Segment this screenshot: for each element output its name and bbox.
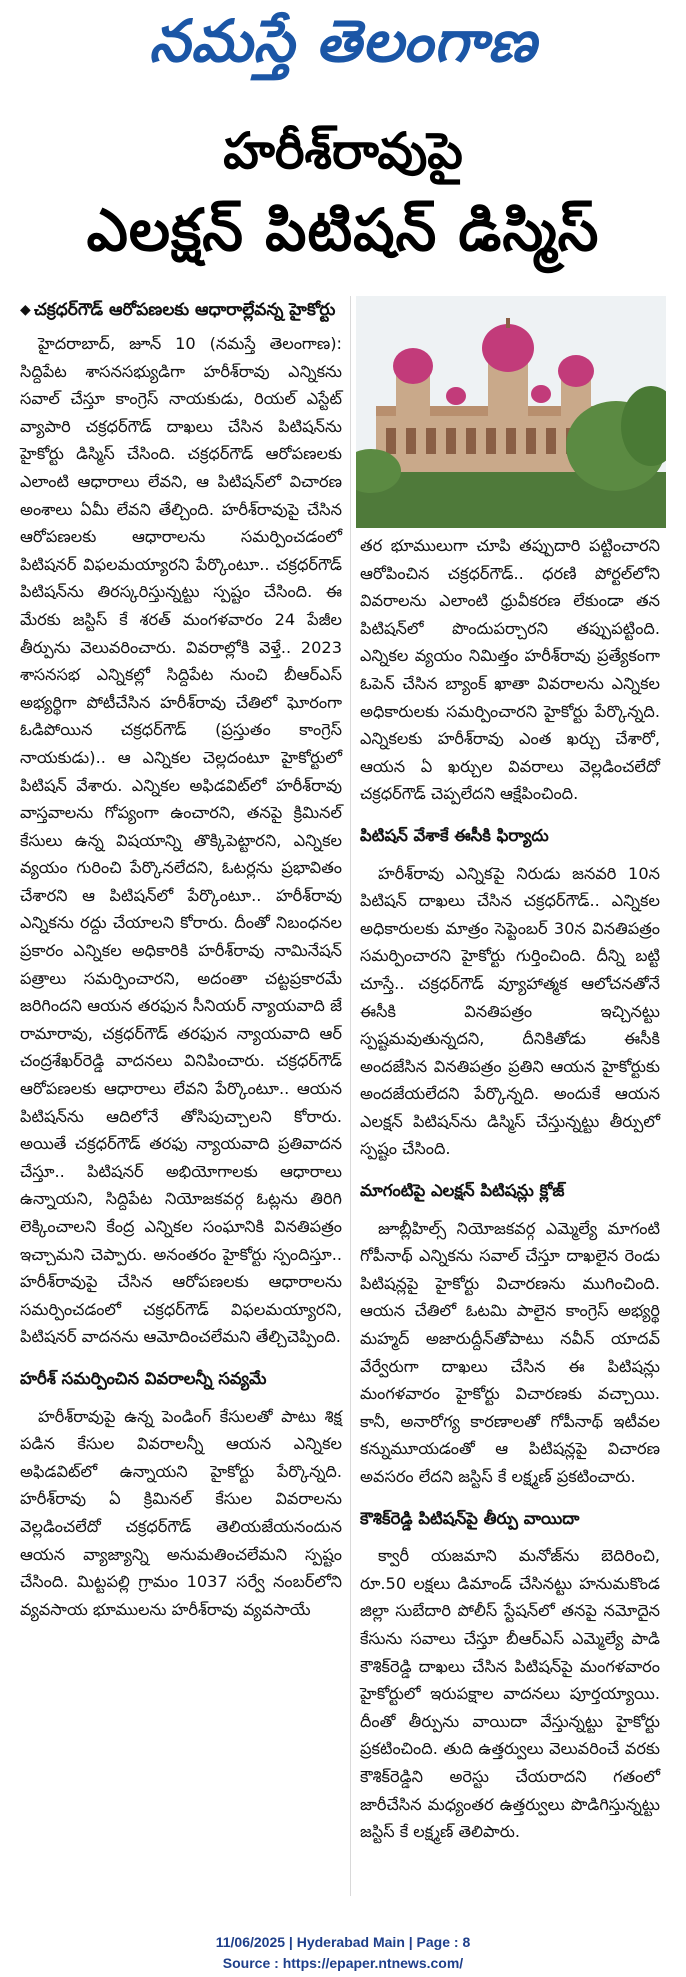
footer-dateline: 11/06/2025 | Hyderabad Main | Page : 8 [215,1934,471,1950]
footer-source-link[interactable]: Source : https://epaper.ntnews.com/ [222,1955,464,1971]
right-column [360,532,660,1846]
article-paragraph: హరీశ్‌రావుపై ఉన్న పెండింగ్ కేసులతో పాటు శిక్ష పడిన కేసుల వివరాలన్నీ ఆయన ఎన్నికల అఫిడవిట్‌లో ఉన్నాయని హైకోర్టు పేర్కొన్నది. హరీశ్‌రావు ఏ క్రిమినల్ కేసుల వివరాలను వెల్లడించలేదో చక్రధర్‌గౌడ్ తెలియజేయనందున ఆయన వ్యాజ్యాన్ని అనుమతించలేమని స్పష్టం చేసింది. మిట్టపల్లి గ్రామం 1037 సర్వే నంబర్‌లోని వ్యవసాయ భూములను హరీశ్‌రావు వ్యవసాయే [20,1406,342,1619]
subheading: మాగంటిపై ఎలక్షన్ పిటిషన్లు క్లోజ్ [360,1181,565,1201]
article-deck [20,296,342,324]
headline-line-1: హరీశ్‌రావుపై [223,122,463,180]
headline-line-2: ఎలక్షన్ పిటిషన్ డిస్మిస్ [86,196,600,264]
deck-text: చక్రధర్‌గౌడ్ ఆరోపణలకు ఆధారాల్లేవన్న హైకోర్టు [34,300,336,320]
subheading: కౌశిక్‌రెడ్డి పిటిషన్‌పై తీర్పు వాయిదా [360,1508,580,1528]
subheading: హరీశ్ సమర్పించిన వివరాలన్నీ సవ్యమే [20,1368,267,1388]
newspaper-masthead: నమస్తే తెలంగాణ [149,6,537,75]
high-court-building-photo [356,296,666,528]
article-paragraph: జూబ్లీహిల్స్ నియోజకవర్గ ఎమ్మెల్యే మాగంటి గోపీనాథ్ ఎన్నికను సవాల్ చేస్తూ దాఖలైన రెండు పిటిషన్లపై హైకోర్టు విచారణను ముగించింది. ఆయన చేతిలో ఓటమి పాలైన కాంగ్రెస్ అభ్యర్థి మహ్మద్ అజారుద్దీన్‌తోపాటు నవీన్ యాదవ్ వేర్వేరుగా దాఖలు చేసిన ఈ పిటిషన్లు మంగళవారం హైకోర్టు విచారణకు వచ్చాయి. కానీ, అనారోగ్య కారణాలతో గోపీనాథ్ ఇటీవల కన్నుమూయడంతో ఆ పిటిషన్లపై విచారణ అవసరం లేదని జస్టిస్ కే లక్ష్మణ్ ప్రకటించారు. [360,1218,660,1486]
high-court-illustration [356,296,666,528]
article-paragraph: హరీశ్‌రావు ఎన్నికపై నిరుడు జనవరి 10న పిటిషన్ దాఖలు చేసిన చక్రధర్‌గౌడ్.. ఎన్నికల అధికారులకు మాత్రం సెప్టెంబర్ 30న వినతిపత్రం సమర్పించారని హైకోర్టు గుర్తించింది. దీన్ని బట్టి చూస్తే.. చక్రధర్‌గౌడ్ వ్యూహాత్మక ఆలోచనతోనే ఈసీకి వినతిపత్రం ఇచ్చినట్టు స్పష్టమవుతున్నదని, దీనికితోడు ఈసీకి అందజేసిన వినతిపత్రం ప్రతిని ఆయన హైకోర్టుకు అందజేయలేదని పేర్కొన్నది. అందుకే ఆయన ఎలక్షన్ పిటిషన్‌ను డిస్మిస్ చేస్తున్నట్టు తీర్పులో స్పష్టం చేసింది. [360,863,660,1159]
article-paragraph: హైదరాబాద్, జూన్ 10 (నమస్తే తెలంగాణ): సిద్దిపేట శాసనసభ్యుడిగా హరీశ్‌రావు ఎన్నికను సవాల్ చేస్తూ కాంగ్రెస్ నాయకుడు, రియల్ ఎస్టేట్ వ్యాపారి చక్రధర్‌గౌడ్ దాఖలు చేసిన పిటిషన్‌ను హైకోర్టు డిస్మిస్ చేసింది. చక్రధర్‌గౌడ్ ఆరోపణలకు ఎలాంటి ఆధారాలు లేవని, ఆ పిటిషన్‌లో విచారణ అంశాలు ఏమీ లేవని తేల్చింది. హరీశ్‌రావుపై చేసిన ఆరోపణలకు ఆధారాలను సమర్పించడంలో పిటిషనర్ విఫలమయ్యారని పేర్కొంటూ.. చక్రధర్‌గౌడ్ పిటిషన్‌ను తిరస్కరిస్తున్నట్టు స్పష్టం చేసింది. ఈ మేరకు జస్టిస్ కే శరత్ మంగళవారం 24 పేజీల తీర్పును వెలువరించారు. వివరాల్లోకి వెళ్తే.. 2023 శాసనసభ ఎన్నికల్లో సిద్దిపేట నుంచి బీఆర్ఎస్ అభ్యర్థిగా పోటీచేసిన హరీశ్‌రావు చేతిలో ఘోరంగా ఓడిపోయిన చక్రధర్‌గౌడ్ (ప్రస్తుతం కాంగ్రెస్ నాయకుడు).. ఆ ఎన్నికల చెల్లదంటూ హైకోర్టులో పిటిషన్ వేశారు. ఎన్నికల అఫిడవిట్‌లో హరీశ్‌రావు వాస్తవాలను గోప్యంగా ఉంచారని, తనపై క్రిమినల్ కేసులు ఉన్న విషయాన్ని తొక్కిపెట్టారని, ఎన్నికల వ్యయం గురించి పేర్కొనలేదని, ఓటర్లను ప్రభావితం చేశారని ఆ పిటిషన్‌లో పేర్కొంటూ.. హరీశ్‌రావు ఎన్నికను రద్దు చేయాలని కోరారు. దీంతో నిబంధనల ప్రకారం ఎన్నికల అధికారికి హరీశ్‌రావు నామినేషన్ పత్రాలు సమర్పించారని, అదంతా చట్టప్రకారమే జరిగిందని ఆయన తరఫున సీనియర్ న్యాయవాది జే రామారావు, చక్రధర్‌గౌడ్ తరఫున న్యాయవాది ఆర్ చంద్రశేఖర్‌రెడ్డి వాదనలు వినిపించారు. చక్రధర్‌గౌడ్ ఆరోపణలకు ఆధారాలు లేవని పేర్కొంటూ.. ఆయన పిటిషన్‌ను ఆదిలోనే తోసిపుచ్చాలని కోరారు. అయితే చక్రధర్‌గౌడ్ తరఫు న్యాయవాది ప్రతివాదన చేస్తూ.. పిటిషనర్ అభియోగాలకు ఆధారాలు ఉన్నాయని, సిద్దిపేట నియోజకవర్గ ఓట్లను తిరిగి లెక్కించాలని కేంద్ర ఎన్నికల సంఘానికి వినతిపత్రం ఇచ్చామని చెప్పారు. అనంతరం హైకోర్టు స్పందిస్తూ.. హరీశ్‌రావుపై చేసిన ఆరోపణలకు ఆధారాలను సమర్పించడంలో చక్రధర్‌గౌడ్ విఫలమయ్యారని, పిటిషనర్ వాదనను ఆమోదించలేమని తేల్చిచెప్పింది. [20,334,342,1347]
article-paragraph: తర భూములుగా చూపి తప్పుదారి పట్టించారని ఆరోపించిన చక్రధర్‌గౌడ్.. ధరణి పోర్టల్‌లోని వివరాలను ఎలాంటి ధ్రువీకరణ లేకుండా తన పిటిషన్‌లో పొందుపర్చారని తప్పుపట్టింది. ఎన్నికల వ్యయం నిమిత్తం హరీశ్‌రావు ప్రత్యేకంగా ఓపెన్ చేసిన బ్యాంక్ ఖాతా వివరాలను ఎన్నికల అధికారులకు సమర్పించారని హైకోర్టు పేర్కొన్నది. ఎన్నికలకు హరీశ్‌రావు ఎంత ఖర్చు చేశారో, ఆయన ఏ ఖర్చుల వివరాలు వెల్లడించలేదో చక్రధర్‌గౌడ్ చెప్పలేదని ఆక్షేపించింది. [360,536,660,804]
article-paragraph: క్వారీ యజమాని మనోజ్‌ను బెదిరించి, రూ.50 లక్షలు డిమాండ్ చేసినట్టు హనుమకొండ జిల్లా సుబేదారి పోలీస్ స్టేషన్‌లో తనపై నమోదైన కేసును సవాలు చేస్తూ బీఆర్ఎస్ ఎమ్మెల్యే పాడి కౌశిక్‌రెడ్డి దాఖలు చేసిన పిటిషన్‌పై మంగళవారం హైకోర్టులో ఇరుపక్షాల వాదనలు పూర్తయ్యాయి. దీంతో తీర్పును వాయిదా వేస్తున్నట్టు హైకోర్టు ప్రకటించింది. తుది ఉత్తర్వులు వెలువరించే వరకు కౌశిక్‌రెడ్డిని అరెస్టు చేయరాదని గతంలో జారీచేసిన మధ్యంతర ఉత్తర్వులు పొడిగిస్తున్నట్టు జస్టిస్ కే లక్ష్మణ్ తెలిపారు. [360,1546,660,1842]
column-divider [350,296,351,1896]
left-column [20,296,342,1623]
subheading: పిటిషన్ వేశాకే ఈసీకి ఫిర్యాదు [360,825,549,845]
bullet-icon: ◆ [20,302,31,318]
